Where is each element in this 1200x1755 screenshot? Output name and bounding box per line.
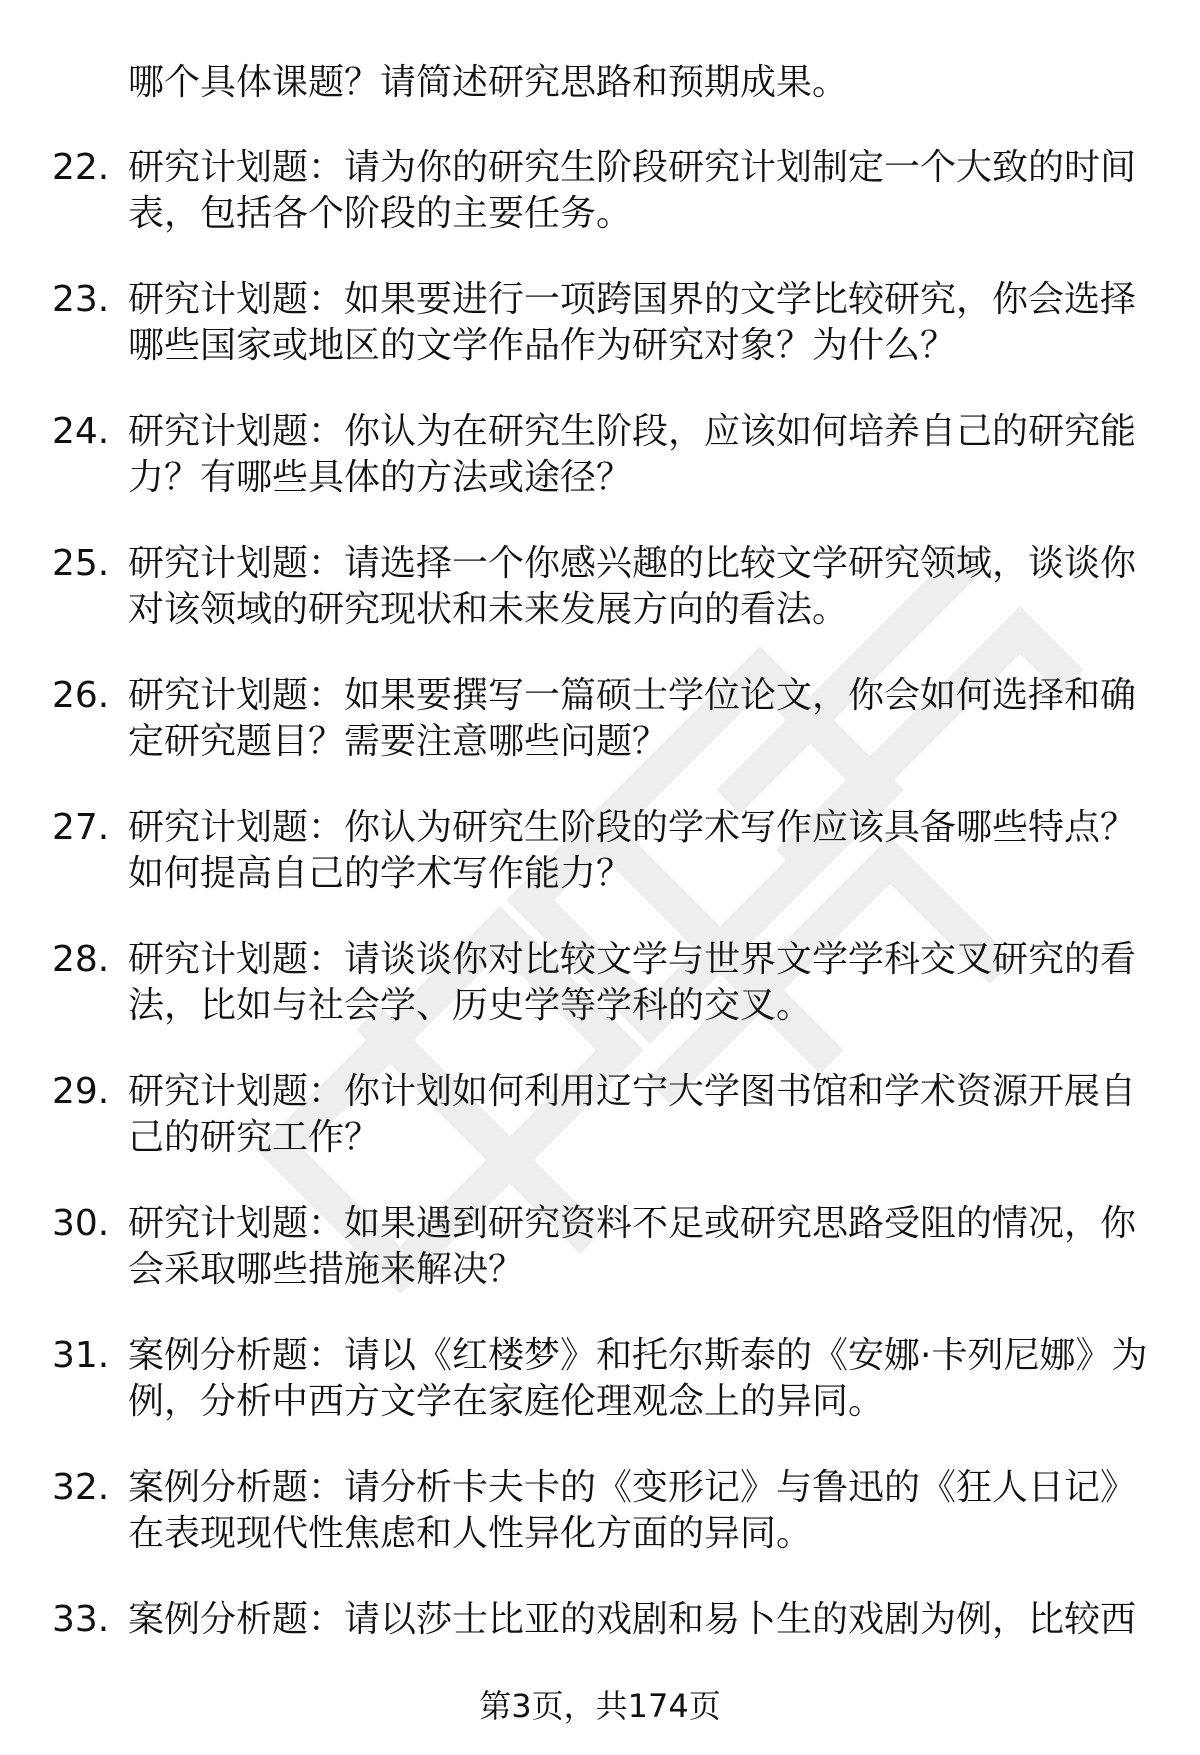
question-text-line-2: 力？有哪些具体的方法或途径？ [128,457,633,498]
question-text-line-2: 哪些国家或地区的文学作品作为研究对象？为什么？ [128,325,957,366]
question-item [0,409,1200,541]
question-item [0,145,1200,277]
question-text-line-1: 研究计划题：请选择一个你感兴趣的比较文学研究领域，谈谈你 [128,543,1137,584]
question-text-line-1: 研究计划题：如果要撰写一篇硕士学位论文，你会如何选择和确 [128,675,1137,716]
question-item [0,805,1200,937]
question-text-line-2: 对该领域的研究现状和未来发展方向的看法。 [128,589,849,630]
question-text-line-1: 研究计划题：如果要进行一项跨国界的文学比较研究，你会选择 [128,279,1137,320]
question-number: 28. [52,939,110,980]
question-number: 23. [52,279,110,320]
question-text-line-2: 己的研究工作？ [128,1117,381,1158]
question-number: 26. [52,675,110,716]
question-text-line-2: 会采取哪些措施来解决？ [128,1249,525,1290]
question-list [0,145,1200,1729]
question-text-line-2: 如何提高自己的学术写作能力？ [128,853,633,894]
question-number: 31. [52,1335,110,1376]
question-item [0,541,1200,673]
question-text-line-2: 在表现现代性焦虑和人性异化方面的异同。 [128,1513,813,1554]
question-text-line-1: 研究计划题：请为你的研究生阶段研究计划制定一个大致的时间 [128,147,1137,188]
question-number: 33. [52,1599,110,1640]
question-text-line-1: 研究计划题：你认为在研究生阶段，应该如何培养自己的研究能 [128,411,1137,452]
question-text-line-1: 案例分析题：请以莎士比亚的戏剧和易卜生的戏剧为例，比较西 [128,1599,1137,1640]
question-text-line-1: 研究计划题：你计划如何利用辽宁大学图书馆和学术资源开展自 [128,1071,1137,1112]
question-text-line-2: 例，分析中西方文学在家庭伦理观念上的异同。 [128,1381,885,1422]
question-continuation-line: 哪个具体课题？请简述研究思路和预期成果。 [128,62,849,103]
question-item [0,1069,1200,1201]
question-number: 32. [52,1467,110,1508]
question-text-line-2: 定研究题目？需要注意哪些问题？ [128,721,669,762]
question-text-line-1: 研究计划题：请谈谈你对比较文学与世界文学学科交叉研究的看 [128,939,1137,980]
question-number: 24. [52,411,110,452]
question-text-line-2: 表，包括各个阶段的主要任务。 [128,193,633,234]
question-item [0,1465,1200,1597]
question-number: 30. [52,1203,110,1244]
question-text-line-1: 案例分析题：请以《红楼梦》和托尔斯泰的《安娜·卡列尼娜》为 [128,1335,1148,1376]
question-number: 27. [52,807,110,848]
question-number: 22. [52,147,110,188]
question-text-line-1: 案例分析题：请分析卡夫卡的《变形记》与鲁迅的《狂人日记》 [128,1467,1137,1508]
page-number-footer: 第3页，共174页 [479,1687,721,1725]
question-text-line-1: 研究计划题：你认为研究生阶段的学术写作应该具备哪些特点？ [128,807,1137,848]
question-item [0,937,1200,1069]
question-text-line-1: 研究计划题：如果遇到研究资料不足或研究思路受阻的情况，你 [128,1203,1137,1244]
question-number: 25. [52,543,110,584]
question-item [0,673,1200,805]
question-number: 29. [52,1071,110,1112]
question-item [0,277,1200,409]
question-item [0,1333,1200,1465]
question-item [0,1201,1200,1333]
question-text-line-2: 法，比如与社会学、历史学等学科的交叉。 [128,985,813,1026]
